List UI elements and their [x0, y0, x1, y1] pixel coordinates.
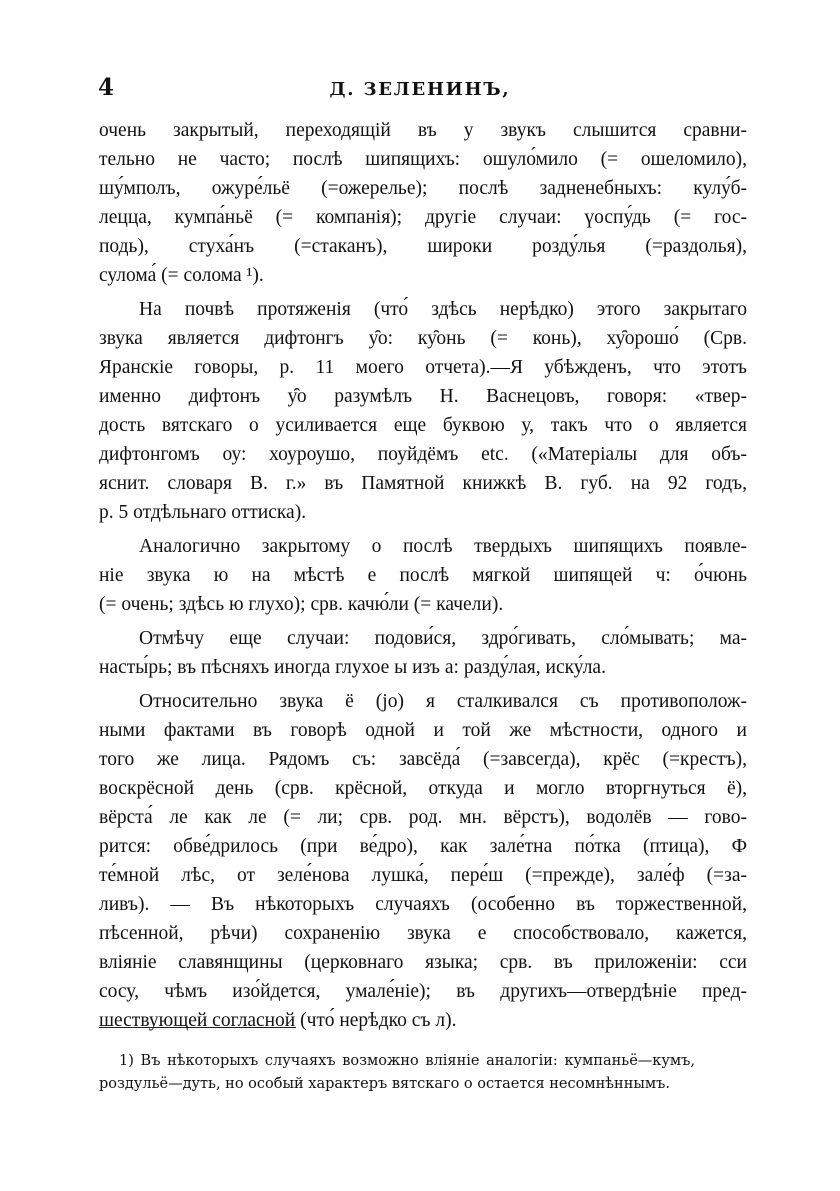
page-number: 4 — [98, 74, 115, 101]
text-line: дость вятскаго о усиливается еще буквою у, такъ что о является — [99, 415, 747, 436]
body-text — [99, 116, 747, 1035]
footnotes — [99, 1050, 695, 1096]
text-line: рится: обве́дрилось (при ве́дро), как зале́тна по́тка (птица), Ф — [99, 836, 747, 857]
text-line: ніе звука ю на мѣстѣ е послѣ мягкой шипящей ч: о́чюнь — [99, 565, 747, 586]
text-line: На почвѣ протяженія (что́ здѣсь нерѣдко) этого закрытаго — [139, 299, 747, 320]
text-line: Отмѣчу еще случаи: подови́ся, здро́гивать, сло́мывать; ма- — [139, 628, 747, 649]
footnote-line: 1) Въ нѣкоторыхъ случаяхъ возможно вліяніе аналогіи: кумпаньё—кумъ, — [119, 1053, 695, 1069]
text-line: дифтонгомъ оу: хоуроушо, поуйдёмъ etc. («Матеріалы для объ- — [99, 444, 747, 465]
text-line: сосу, чѣмъ изо́йдется, умале́ніе); въ другихъ—отвердѣніе пред- — [99, 981, 747, 1002]
text-line: те́мной лѣс, от зеле́нова лушка́, пере́ш (=прежде), зале́ф (=за- — [99, 865, 747, 886]
text-line: подь), стуха́нъ (=стаканъ), широки розду́лья (=раздолья), — [99, 236, 747, 257]
text-line: воскрёсной день (срв. крёсной, откуда и могло вторгнуться ё), — [99, 778, 747, 799]
text-line: ливъ). — Въ нѣкоторыхъ случаяхъ (особенно въ торжественной, — [99, 894, 747, 915]
footnote-divider — [99, 1027, 296, 1029]
paragraph — [99, 624, 747, 682]
text-line: вёрста́ ле как ле (= ли; срв. род. мн. вёрстъ), водолёв — гово- — [99, 807, 747, 828]
text-line: насты́рь; въ пѣсняхъ иногда глухое ы изъ а: разду́лая, иску́ла. — [99, 657, 606, 678]
paragraph — [99, 295, 747, 527]
running-head: Д. ЗЕЛЕНИНЪ, — [329, 79, 511, 100]
text-line: шествующей согласной (что́ нерѣдко съ л). — [99, 1010, 457, 1031]
paragraph — [99, 532, 747, 619]
text-line: звука является дифтонгъ у̑о: ку̑онь (= конь), ху̑орошо́ (Срв. — [99, 328, 747, 349]
text-line: очень закрытый, переходящій въ у звукъ слышится сравни- — [99, 120, 747, 141]
text-line: р. 5 отдѣльнаго оттиска). — [99, 502, 307, 523]
text-line: пѣсенной, рѣчи) сохраненію звука е способствовало, кажется, — [99, 923, 747, 944]
paragraph — [99, 116, 747, 290]
footnote-line: роздульё—дуть, но особый характеръ вятскаго о остается несомнѣннымъ. — [99, 1076, 671, 1092]
text-line: тельно не часто; послѣ шипящихъ: ошуло́мило (= ошеломило), — [99, 149, 747, 170]
text-line: ными фактами въ говорѣ одной и той же мѣстности, одного и — [99, 720, 747, 741]
text-line: Относительно звука ё (jo) я сталкивался съ противополож- — [139, 691, 747, 712]
paragraph — [99, 687, 747, 1035]
text-line: именно дифтонъ у̑о разумѣлъ Н. Васнецовъ, говоря: «твер- — [99, 386, 747, 407]
text-line: того же лица. Рядомъ съ: завсёда́ (=завсегда), крёс (=крестъ), — [99, 749, 747, 770]
text-line: сулома́ (= солома ¹). — [99, 265, 264, 286]
text-line: вліяніе славянщины (церковнаго языка; срв. въ приложеніи: сси — [99, 952, 747, 973]
text-line: шу́мполъ, ожуре́льё (=ожерелье); послѣ задненебныхъ: кулу́б- — [99, 178, 747, 199]
text-line: Аналогично закрытому о послѣ твердыхъ шипящихъ появле- — [139, 536, 747, 557]
text-line: лецца, кумпа́ньё (= компанія); другіе случаи: үоспу́дь (= гос- — [99, 207, 747, 228]
text-line: (= очень; здѣсь ю глухо); срв. качю́ли (= качели). — [99, 594, 504, 615]
text-line: яснит. словаря В. г.» въ Памятной книжкѣ В. губ. на 92 годъ, — [99, 473, 747, 494]
text-line: Яранскіе говоры, р. 11 моего отчета).—Я убѣжденъ, что этотъ — [99, 357, 747, 378]
